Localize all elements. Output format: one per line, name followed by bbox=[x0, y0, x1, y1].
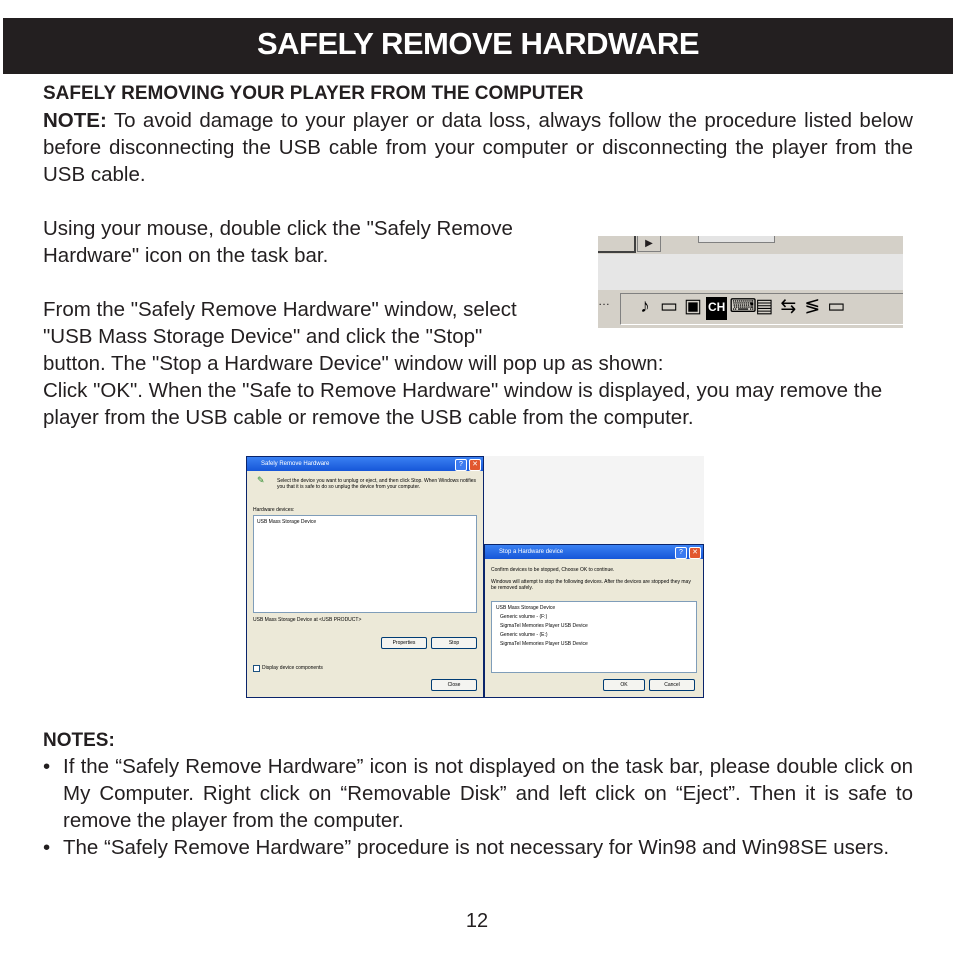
close-button: Close bbox=[431, 679, 477, 691]
note-item-text: The “Safely Remove Hardware” procedure is not necessary for Win98 and Win98SE users. bbox=[63, 836, 890, 859]
stop-devices-list bbox=[491, 601, 697, 673]
device-status: USB Mass Storage Device at <USB PRODUCT> bbox=[253, 617, 362, 623]
notes-list bbox=[43, 753, 913, 861]
note-text: To avoid damage to your player or data loss, always follow the procedure listed below before disconnecting the USB cable from your computer or disconnecting the player from the USB cable. bbox=[43, 109, 913, 186]
note-item-text: If the “Safely Remove Hardware” icon is not displayed on the task bar, please double click on My Computer. Right click on “Removable Disk” and left click on “Eject”. Then it is safe to remove the player from the computer. bbox=[63, 755, 913, 832]
devices-label: Hardware devices: bbox=[253, 507, 295, 513]
display-components-checkbox bbox=[253, 665, 260, 672]
close-icon: ✕ bbox=[689, 547, 701, 559]
device-item: USB Mass Storage Device bbox=[257, 519, 317, 525]
tray-icons bbox=[634, 294, 847, 320]
help-icon: ? bbox=[675, 547, 687, 559]
help-icon: ? bbox=[455, 459, 467, 471]
instruction-double-click: Using your mouse, double click the "Safely Remove Hardware" icon on the task bar. bbox=[43, 217, 513, 267]
list-item: USB Mass Storage Device bbox=[496, 605, 556, 611]
taskbar-field bbox=[698, 236, 775, 243]
bullet: • bbox=[43, 755, 51, 778]
list-item: SigmaTel Memories Player USB Device bbox=[500, 623, 588, 629]
stop-hardware-device-dialog bbox=[484, 544, 704, 698]
dialog-title: Safely Remove Hardware bbox=[261, 461, 330, 467]
note-paragraph bbox=[43, 107, 913, 188]
list-item bbox=[43, 834, 913, 861]
instruction-line: "USB Mass Storage Device" and click the "Stop" bbox=[43, 325, 483, 348]
monitor-icon: ▭ bbox=[660, 296, 678, 317]
instruction-line: Click "OK". When the "Safe to Remove Hardware" window is displayed, you may remove the player from the USB cable or remove the USB cable from the computer. bbox=[43, 379, 883, 429]
list-item: Generic volume - (F:) bbox=[500, 614, 548, 620]
dialogs-screenshot bbox=[246, 456, 704, 698]
bullet: • bbox=[43, 836, 51, 859]
note-label: NOTE: bbox=[43, 109, 107, 132]
language-ch-icon: CH bbox=[706, 297, 727, 320]
page-number: 12 bbox=[465, 910, 489, 932]
dialog-title: Stop a Hardware device bbox=[499, 549, 564, 555]
taskbar-middle bbox=[598, 254, 903, 290]
taskbar-overflow: … bbox=[598, 294, 610, 308]
list-item bbox=[43, 753, 913, 834]
stop-button: Stop bbox=[431, 637, 477, 649]
keyboard-icon: ⌨ bbox=[729, 296, 757, 317]
properties-button: Properties bbox=[381, 637, 427, 649]
section-heading: SAFELY REMOVING YOUR PLAYER FROM THE COMPUTER bbox=[43, 83, 584, 104]
list-item: Generic volume - (E:) bbox=[500, 632, 548, 638]
page-title: SAFELY REMOVE HARDWARE bbox=[3, 18, 953, 74]
dialog-title-bar bbox=[485, 545, 703, 559]
taskbar-button bbox=[598, 236, 636, 253]
instruction-line: button. The "Stop a Hardware Device" window will pop up as shown: bbox=[43, 352, 664, 375]
close-icon: ✕ bbox=[469, 459, 481, 471]
display-components-label: Display device components bbox=[262, 665, 323, 671]
dialog-title-bar bbox=[247, 457, 483, 471]
dialog-instructions: Select the device you want to unplug or eject, and then click Stop. When Windows notifies you that it is safe to do so unplug the device from your computer. bbox=[277, 478, 476, 490]
confirm-text: Confirm devices to be stopped, Choose OK to continue. bbox=[491, 567, 615, 573]
window-icon: ▣ bbox=[684, 296, 702, 317]
arrow-right-icon: ▶ bbox=[637, 236, 661, 252]
speaker-icon: ♪ bbox=[640, 296, 650, 317]
taskbar-screenshot bbox=[598, 236, 903, 328]
cancel-button: Cancel bbox=[649, 679, 695, 691]
info-text: Windows will attempt to stop the following devices. After the devices are stopped they may be removed safely. bbox=[491, 579, 691, 591]
devices-list bbox=[253, 515, 477, 613]
instruction-line: From the "Safely Remove Hardware" window, select bbox=[43, 298, 517, 321]
drive-icon: ▭ bbox=[827, 296, 846, 317]
ok-button: OK bbox=[603, 679, 645, 691]
clipboard-icon: ▤ bbox=[755, 296, 774, 317]
list-item: SigmaTel Memories Player USB Device bbox=[500, 641, 588, 647]
network-icon: ≶ bbox=[804, 296, 821, 317]
safely-remove-hardware-icon: ⇆ bbox=[780, 296, 797, 317]
safely-remove-hardware-dialog bbox=[246, 456, 484, 698]
notes-heading: NOTES: bbox=[43, 730, 115, 751]
hardware-icon: ✎ bbox=[257, 475, 265, 485]
